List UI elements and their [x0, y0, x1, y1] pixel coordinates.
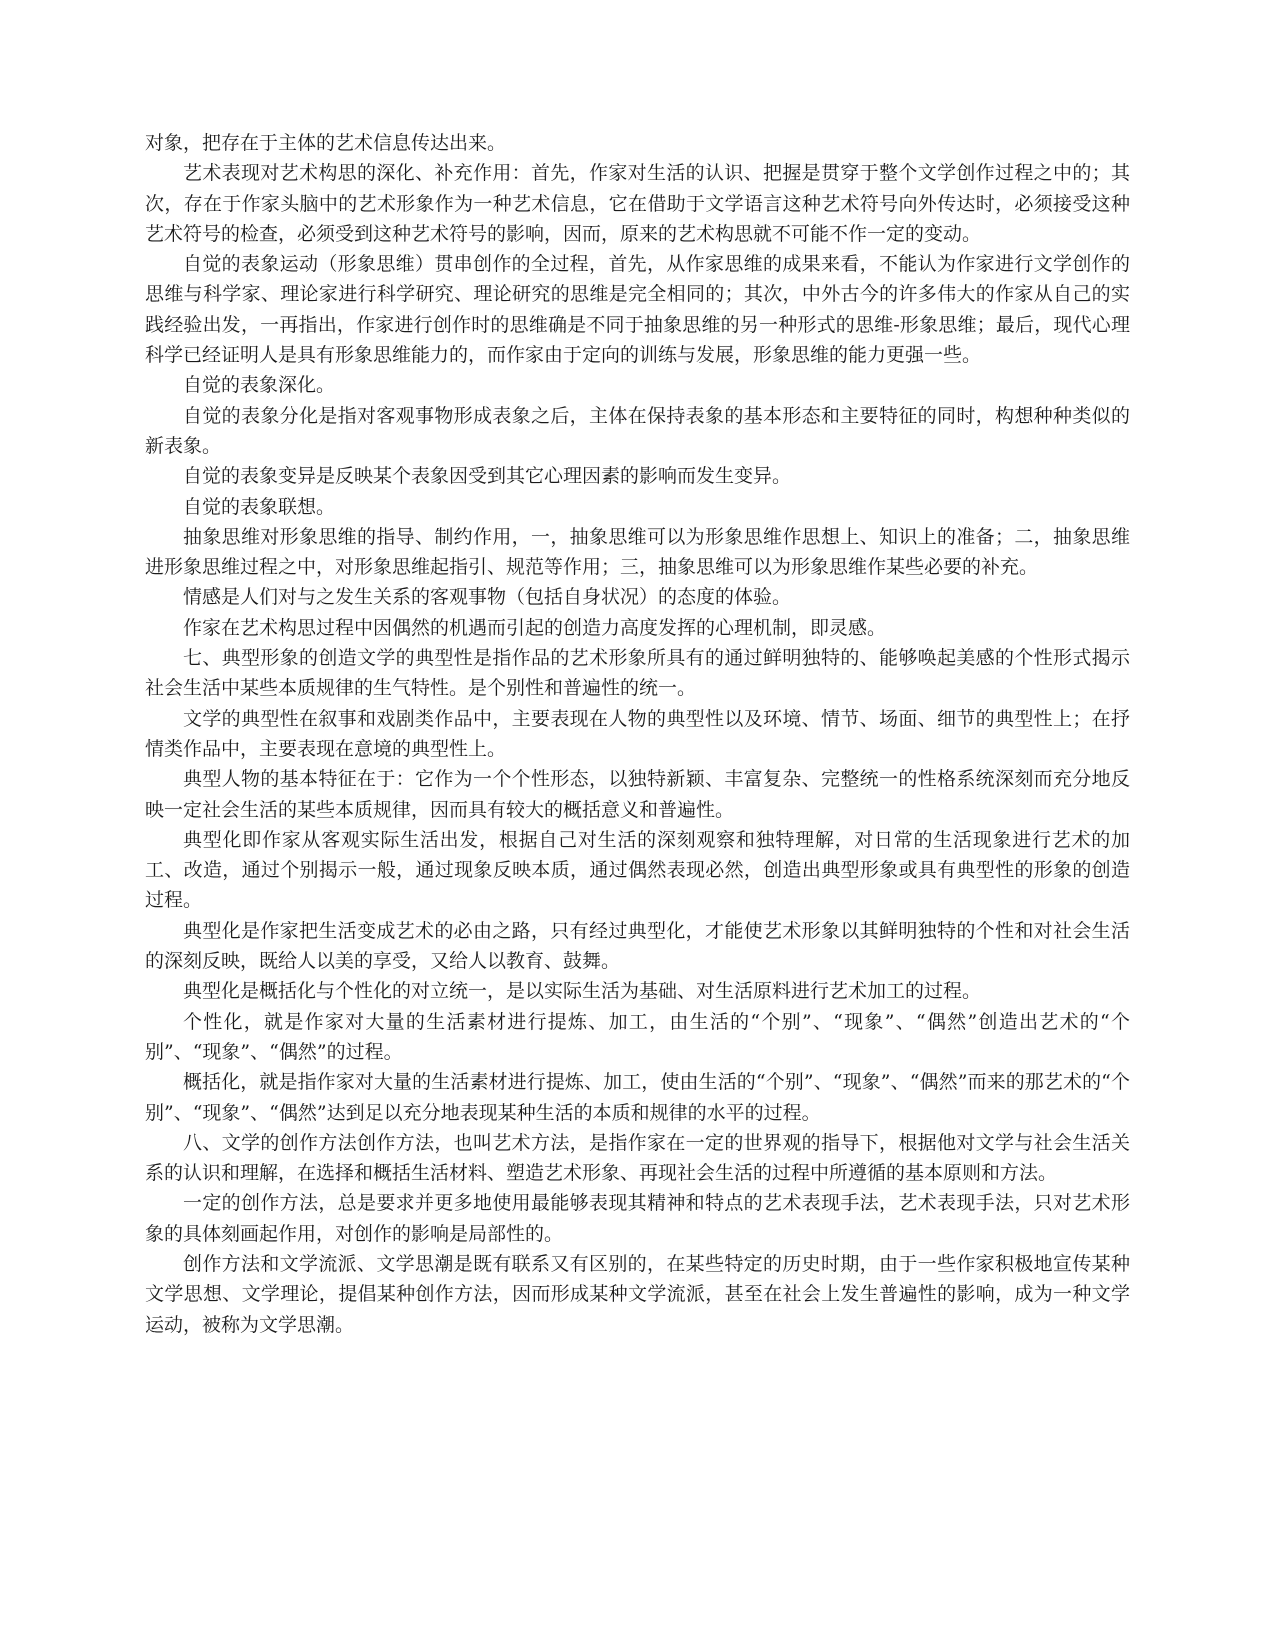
paragraph: 创作方法和文学流派、文学思潮是既有联系又有区别的，在某些特定的历史时期，由于一些作家积极地宣传某种文学思想、文学理论，提倡某种创作方法，因而形成某种文学流派，甚至在社会上发生普遍性的影响，成为一种文学运动，被称为文学思潮。 — [145, 1252, 1130, 1336]
paragraph: 作家在艺术构思过程中因偶然的机遇而引起的创造力高度发挥的心理机制，即灵感。 — [183, 616, 887, 639]
section-heading-paragraph: 七、典型形象的创造文学的典型性是指作品的艺术形象所具有的通过鲜明独特的、能够唤起美感的个性形式揭示社会生活中某些本质规律的生气特性。是个别性和普遍性的统一。 — [145, 647, 1130, 700]
paragraph: 典型化是概括化与个性化的对立统一，是以实际生活为基础、对生活原料进行艺术加工的过程。 — [183, 980, 982, 1003]
document-page — [145, 128, 1130, 1340]
paragraph: 自觉的表象变异是反映某个表象因受到其它心理因素的影响而发生变异。 — [183, 465, 792, 488]
paragraph: 概括化，就是指作家对大量的生活素材进行提炼、加工，使由生活的“个别”、“现象”、“偶然”而来的那艺术的“个别”、“现象”、“偶然”达到足以充分地表现某种生活的本质和规律的水平的过程。 — [145, 1071, 1130, 1124]
paragraph: 文学的典型性在叙事和戏剧类作品中，主要表现在人物的典型性以及环境、情节、场面、细节的典型性上；在抒情类作品中，主要表现在意境的典型性上。 — [145, 707, 1130, 760]
paragraph: 典型化是作家把生活变成艺术的必由之路，只有经过典型化，才能使艺术形象以其鲜明独特的个性和对社会生活的深刻反映，既给人以美的享受，又给人以教育、鼓舞。 — [145, 919, 1130, 973]
paragraph-continuation: 对象，把存在于主体的艺术信息传达出来。 — [145, 132, 507, 154]
paragraph: 自觉的表象运动（形象思维）贯串创作的全过程，首先，从作家思维的成果来看，不能认为作家进行文学创作的思维与科学家、理论家进行科学研究、理论研究的思维是完全相同的；其次，中外古今的许多伟大的作家从自己的实践经验出发，一再指出，作家进行创作时的思维确是不同于抽象思维的另一种形式的思维-形象思维；最后，现代心理科学已经证明人是具有形象思维能力的，而作家由于定向的训练与发展，形象思维的能力更强一些。 — [145, 253, 1130, 367]
paragraph: 自觉的表象分化是指对客观事物形成表象之后，主体在保持表象的基本形态和主要特征的同时，构想种种类似的新表象。 — [145, 404, 1130, 457]
paragraph: 个性化，就是作家对大量的生活素材进行提炼、加工，由生活的“个别”、“现象”、“偶然”创造出艺术的“个别”、“现象”、“偶然”的过程。 — [145, 1010, 1130, 1063]
paragraph: 自觉的表象联想。 — [183, 495, 336, 518]
paragraph: 抽象思维对形象思维的指导、制约作用，一，抽象思维可以为形象思维作思想上、知识上的准备；二，抽象思维进形象思维过程之中，对形象思维起指引、规范等作用；三，抽象思维可以为形象思维作某些必要的补充。 — [145, 525, 1130, 579]
paragraph: 情感是人们对与之发生关系的客观事物（包括自身状况）的态度的体验。 — [183, 586, 792, 609]
section-heading-paragraph: 八、文学的创作方法创作方法，也叫艺术方法，是指作家在一定的世界观的指导下，根据他对文学与社会生活关系的认识和理解，在选择和概括生活材料、塑造艺术形象、再现社会生活的过程中所遵循的基本原则和方法。 — [145, 1131, 1130, 1185]
paragraph: 艺术表现对艺术构思的深化、补充作用：首先，作家对生活的认识、把握是贯穿于整个文学创作过程之中的；其次，存在于作家头脑中的艺术形象作为一种艺术信息，它在借助于文学语言这种艺术符号向外传达时，必须接受这种艺术符号的检查，必须受到这种艺术符号的影响，因而，原来的艺术构思就不可能不作一定的变动。 — [145, 162, 1130, 245]
paragraph: 自觉的表象深化。 — [183, 374, 336, 397]
paragraph: 典型化即作家从客观实际生活出发，根据自己对生活的深刻观察和独特理解，对日常的生活现象进行艺术的加工、改造，通过个别揭示一般，通过现象反映本质，通过偶然表现必然，创造出典型形象或具有典型性的形象的创造过程。 — [145, 828, 1130, 912]
paragraph: 一定的创作方法，总是要求并更多地使用最能够表现其精神和特点的艺术表现手法，艺术表现手法，只对艺术形象的具体刻画起作用，对创作的影响是局部性的。 — [145, 1192, 1130, 1245]
paragraph: 典型人物的基本特征在于：它作为一个个性形态，以独特新颖、丰富复杂、完整统一的性格系统深刻而充分地反映一定社会生活的某些本质规律，因而具有较大的概括意义和普遍性。 — [145, 768, 1130, 821]
